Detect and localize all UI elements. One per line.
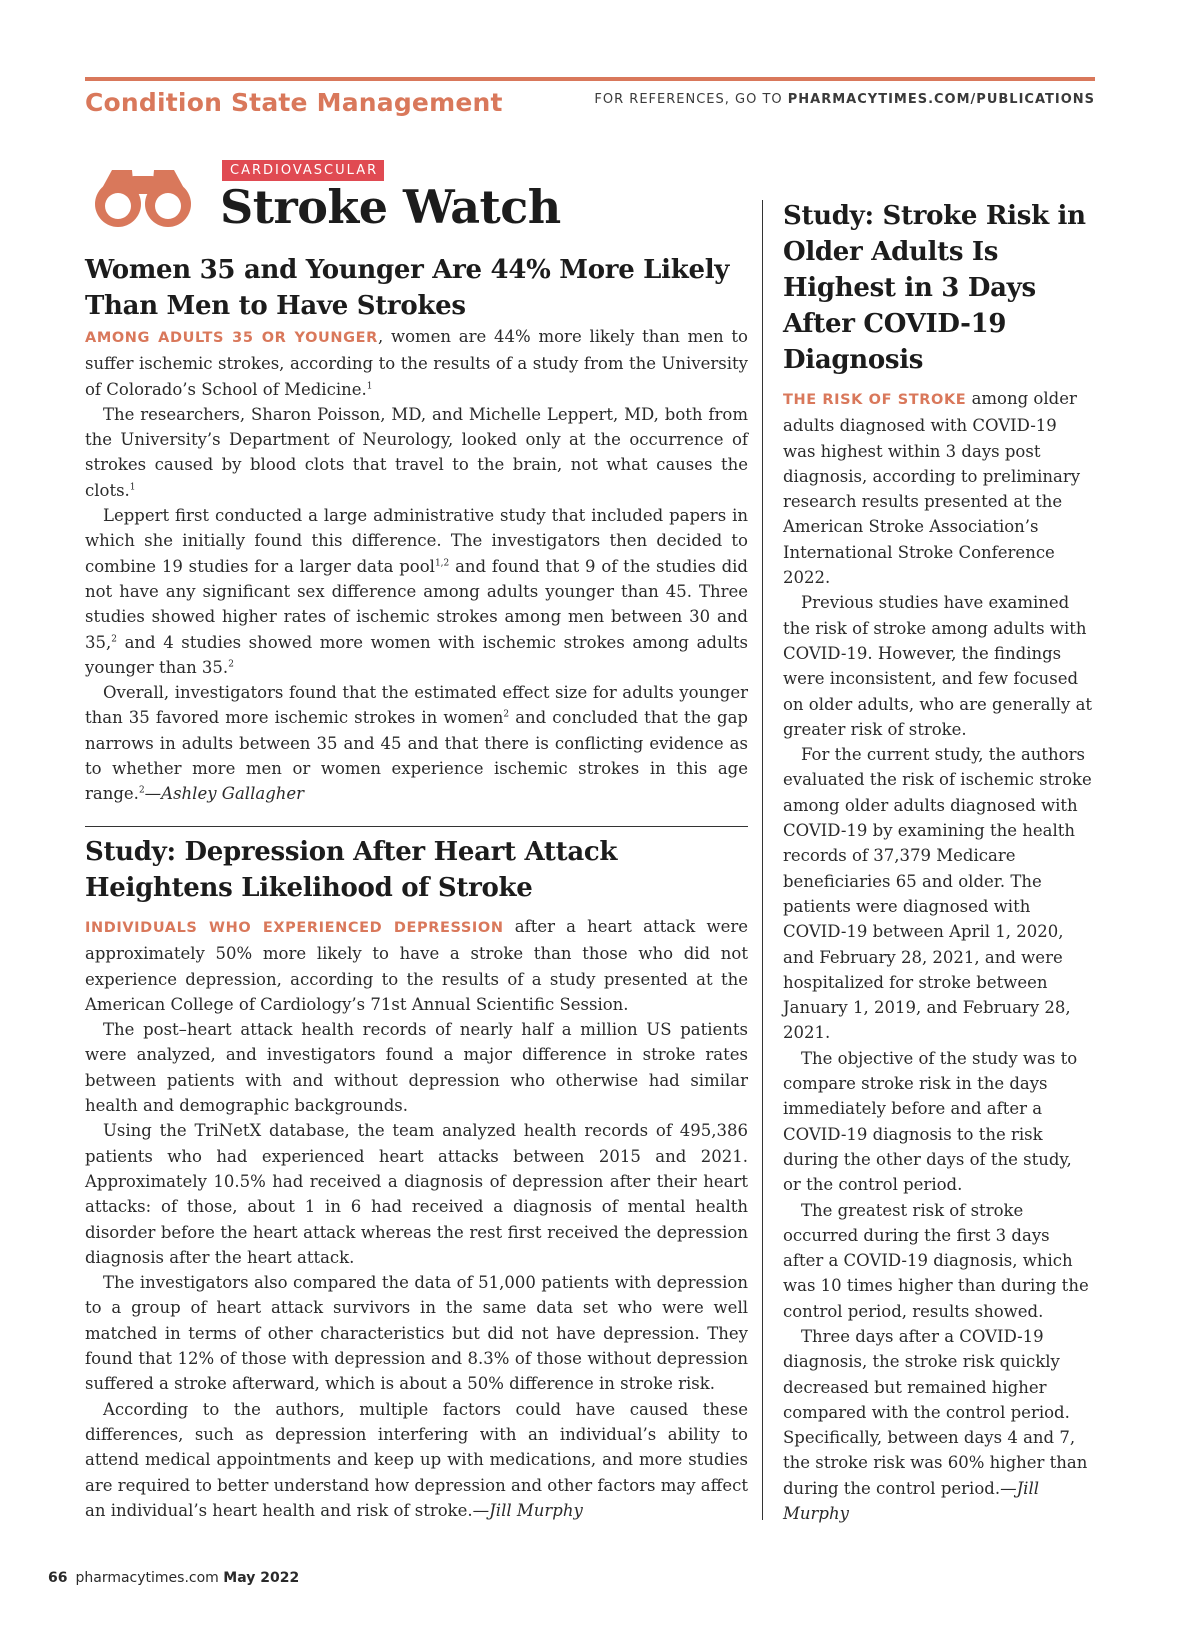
article-covid-stroke xyxy=(783,198,1093,1526)
page-footer xyxy=(48,1570,299,1586)
paragraph: THE RISK OF STROKE among older adults diagnosed with COVID-19 was highest within 3 days post diagnosis, according to preliminary research results presented at the American Stroke Association’s International Stroke Conference 2022. xyxy=(783,389,1081,588)
article-body xyxy=(85,324,748,807)
page-title: Stroke Watch xyxy=(220,180,561,234)
paragraph: Using the TriNetX database, the team analyzed health records of 495,386 patients who had experienced heart attacks between 2015 and 2021. Approximately 10.5% had received a diagnosis of depression after their heart attacks: of those, about 1 in 6 had received a diagnosis of mental health disorder before the heart attack whereas the rest first received the depression diagnosis after the heart attack. xyxy=(85,1121,748,1267)
refs-link[interactable]: PHARMACYTIMES.COM/PUBLICATIONS xyxy=(787,92,1095,107)
article-women-stroke xyxy=(85,252,748,807)
byline: —Ashley Gallagher xyxy=(144,784,305,804)
paragraph: Overall, investigators found that the estimated effect size for adults younger than 35 favored more ischemic strokes in women$^2$ and concluded that the gap narrows in adults between 35 and 45 and that there is conflicting evidence as to whether more men or women experience ischemic strokes in this age range.$^2$—Ashley Gallagher xyxy=(85,683,748,804)
byline: —Jill Murphy xyxy=(472,1500,583,1520)
paragraph: The greatest risk of stroke occurred during the first 3 days after a COVID-19 diagnosis, which was 10 times higher than during the control period, results showed. xyxy=(783,1200,1089,1321)
lead-in: INDIVIDUALS WHO EXPERIENCED DEPRESSION xyxy=(85,920,504,936)
article-headline: Women 35 and Younger Are 44% More Likely Than Men to Have Strokes xyxy=(85,255,730,321)
footer-site[interactable]: pharmacytimes.com xyxy=(75,1570,224,1586)
paragraph: Three days after a COVID-19 diagnosis, the stroke risk quickly decreased but remained higher compared with the control period. Specifically, between days 4 and 7, the stroke risk was 60% higher than during the control period.—Jill Murphy xyxy=(783,1326,1088,1524)
category-tag: CARDIOVASCULAR xyxy=(222,160,384,181)
article-depression-stroke xyxy=(85,834,748,1523)
article-body xyxy=(783,386,1093,1526)
section-label: Condition State Management xyxy=(85,88,503,117)
article-headline: Study: Depression After Heart Attack Heightens Likelihood of Stroke xyxy=(85,837,618,903)
paragraph: Previous studies have examined the risk of stroke among adults with COVID-19. However, the findings were inconsistent, and few focused on older adults, who are generally at greater risk of stroke. xyxy=(783,593,1093,739)
paragraph: According to the authors, multiple factors could have caused these differences, such as depression interfering with an individual’s ability to attend medical appointments and keep up with medications, and more studies are required to better understand how depression and other factors may affect an individual’s heart health and risk of stroke.—Jill Murphy xyxy=(85,1399,748,1520)
lead-in: AMONG ADULTS 35 OR YOUNGER xyxy=(85,330,378,346)
paragraph: The investigators also compared the data of 51,000 patients with depression to a group of heart attack survivors in the same data set who were well matched in terms of other characteristics but did not have depression. They found that 12% of those with depression and 8.3% of those without depression suffered a stroke afterward, which is about a 50% difference in stroke risk. xyxy=(85,1273,748,1394)
column-rule xyxy=(762,200,763,1520)
paragraph: INDIVIDUALS WHO EXPERIENCED DEPRESSION after a heart attack were approximately 50% more likely to have a stroke than those who did not experience depression, according to the results of a study presented at the American College of Cardiology’s 71st Annual Scientific Session. xyxy=(85,917,748,1014)
article-headline: Study: Stroke Risk in Older Adults Is Highest in 3 Days After COVID-19 Diagnosis xyxy=(783,201,1086,375)
article-divider xyxy=(85,826,748,827)
refs-prefix: FOR REFERENCES, GO TO xyxy=(594,92,788,107)
lead-in: THE RISK OF STROKE xyxy=(783,392,967,408)
paragraph: AMONG ADULTS 35 OR YOUNGER, women are 44% more likely than men to suffer ischemic strokes, according to the results of a study from the University of Colorado’s School of Medicine.$^1$ xyxy=(85,327,748,399)
page-number: 66 xyxy=(48,1570,68,1586)
references-note xyxy=(594,92,1095,107)
binoculars-icon xyxy=(90,162,196,230)
paragraph: For the current study, the authors evaluated the risk of ischemic stroke among older adults diagnosed with COVID-19 by examining the health records of 37,379 Medicare beneficiaries 65 and older. The patients were diagnosed with COVID-19 between April 1, 2020, and February 28, 2021, and were hospitalized for stroke between January 1, 2019, and February 28, 2021. xyxy=(783,745,1092,1043)
paragraph: The researchers, Sharon Poisson, MD, and Michelle Leppert, MD, both from the University’s Department of Neurology, looked only at the occurrence of strokes caused by blood clots that travel to the brain, not what causes the clots.$^1$ xyxy=(85,404,748,500)
footer-issue: May 2022 xyxy=(223,1570,300,1586)
byline: —Jill Murphy xyxy=(783,1478,1040,1524)
top-rule xyxy=(85,77,1095,81)
paragraph: Leppert first conducted a large administrative study that included papers in which she initially found this difference. The investigators then decided to combine 19 studies for a larger data pool$^{1,2}$ and found that 9 of the studies did not have any significant sex difference among adults younger than 45. Three studies showed higher rates of ischemic strokes among men between 30 and 35,$^2$ and 4 studies showed more women with ischemic strokes among adults younger than 35.$^2$ xyxy=(85,506,748,677)
paragraph: The objective of the study was to compare stroke risk in the days immediately before and after a COVID-19 diagnosis to the risk during the other days of the study, or the control period. xyxy=(783,1048,1078,1195)
paragraph: The post–heart attack health records of nearly half a million US patients were analyzed, and investigators found a major difference in stroke rates between patients with and without depression who otherwise had similar health and demographic backgrounds. xyxy=(85,1020,748,1116)
article-body xyxy=(85,914,748,1523)
